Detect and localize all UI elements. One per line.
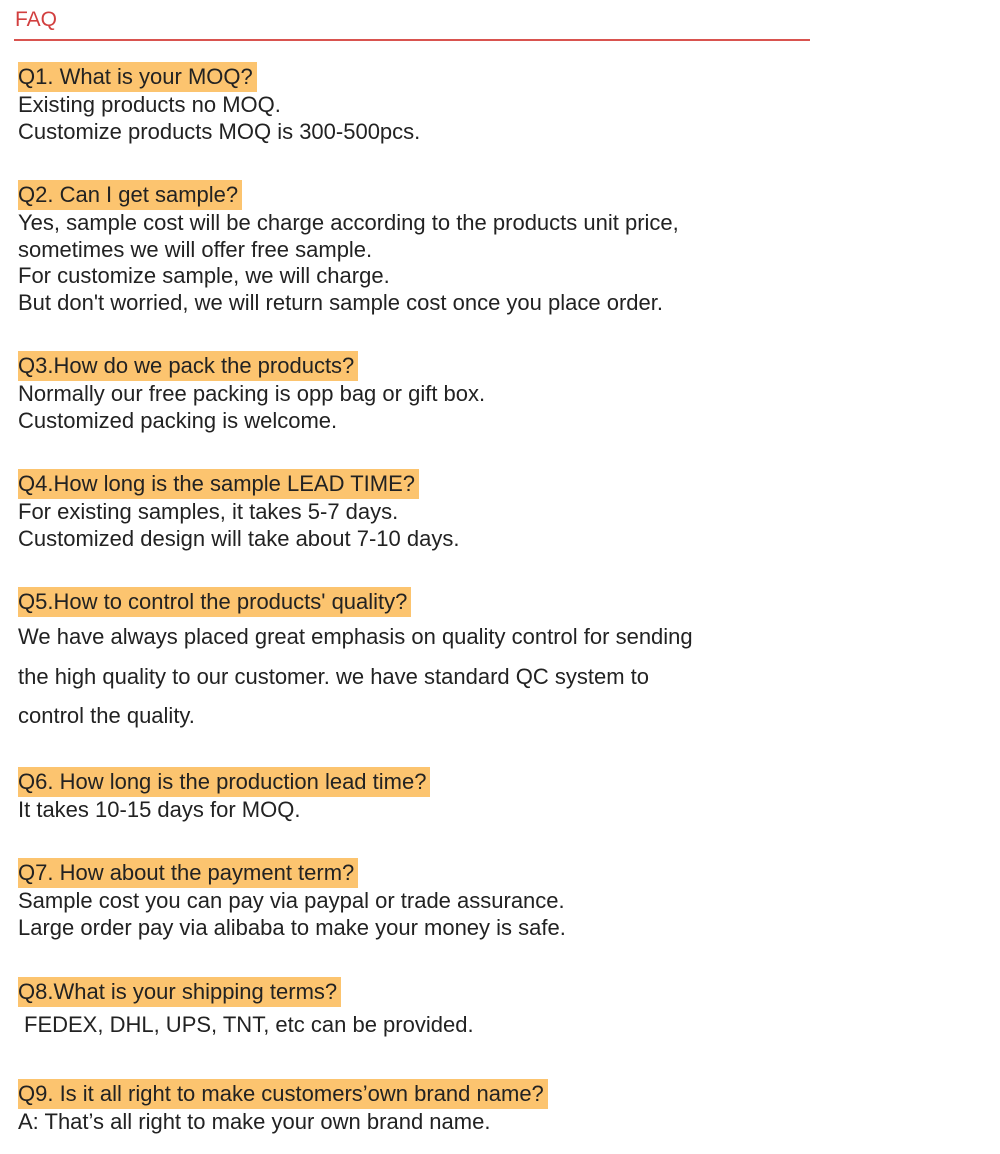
answer-line: It takes 10-15 days for MOQ. (18, 797, 301, 822)
answer-line: Large order pay via alibaba to make your money is safe. (18, 914, 566, 940)
answer-line: Existing products no MOQ. (18, 92, 281, 117)
faq-item-q1 (18, 62, 818, 145)
answer-line: the high quality to our customer. we have standard QC system to (18, 663, 649, 689)
answer-line: Sample cost you can pay via paypal or trade assurance. (18, 888, 565, 913)
question-q4: Q4.How long is the sample LEAD TIME? (18, 469, 419, 499)
question-q3: Q3.How do we pack the products? (18, 351, 358, 381)
faq-item-q7 (18, 858, 818, 941)
answer-line: Customized packing is welcome. (18, 407, 338, 433)
answer-line: control the quality. (18, 703, 195, 728)
answer-line: For existing samples, it takes 5-7 days. (18, 499, 399, 524)
question-q2: Q2. Can I get sample? (18, 180, 242, 210)
faq-item-q5 (18, 587, 818, 736)
answer-line: We have always placed great emphasis on quality control for sending (18, 624, 693, 649)
answer-line: Customized design will take about 7-10 days. (18, 525, 460, 551)
answer-line: sometimes we will offer free sample. (18, 236, 373, 262)
page-title: FAQ (15, 8, 58, 31)
faq-item-q9 (18, 1079, 818, 1136)
question-q1: Q1. What is your MOQ? (18, 62, 257, 92)
answer-line: A: That’s all right to make your own brand name. (18, 1109, 491, 1134)
answer-line: But don't worried, we will return sample cost once you place order. (18, 289, 663, 315)
answer-line: Normally our free packing is opp bag or gift box. (18, 381, 486, 406)
answer-line: Customize products MOQ is 300-500pcs. (18, 118, 421, 144)
question-q8: Q8.What is your shipping terms? (18, 977, 341, 1007)
faq-item-q2 (18, 180, 818, 316)
faq-item-q4 (18, 469, 818, 552)
faq-header (14, 6, 810, 41)
question-q6: Q6. How long is the production lead time? (18, 767, 430, 797)
question-q9: Q9. Is it all right to make customers’own brand name? (18, 1079, 548, 1109)
question-q7: Q7. How about the payment term? (18, 858, 358, 888)
faq-item-q8 (18, 977, 818, 1043)
answer-line: Yes, sample cost will be charge according to the products unit price, (18, 210, 679, 235)
answer-line: FEDEX, DHL, UPS, TNT, etc can be provided. (24, 1012, 474, 1037)
faq-item-q6 (18, 767, 818, 824)
faq-item-q3 (18, 351, 818, 434)
answer-line: For customize sample, we will charge. (18, 263, 390, 288)
question-q5: Q5.How to control the products' quality? (18, 587, 411, 617)
